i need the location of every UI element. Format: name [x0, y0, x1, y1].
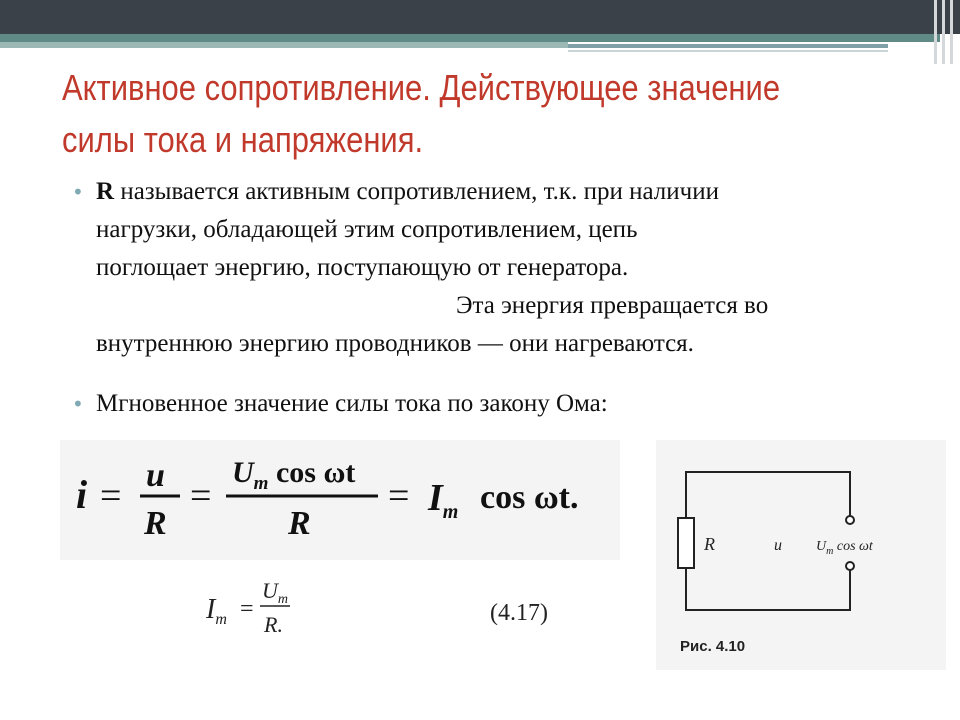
header-stripe-thin — [568, 50, 888, 52]
figure-caption: Рис. 4.10 — [680, 638, 746, 655]
formula-u: u — [146, 457, 165, 494]
formula-Um: $U_m$ — [262, 578, 289, 607]
resistor — [678, 518, 694, 568]
terminal-top — [846, 516, 854, 524]
ohm-law-formula — [60, 440, 620, 560]
formula-R: R — [288, 505, 311, 542]
header-stripe-right — [568, 44, 888, 48]
equation-number: (4.17) — [490, 600, 548, 626]
title-line-1: Активное сопротивление. Действующее значение — [62, 67, 781, 108]
voltage-label: u — [774, 537, 782, 554]
formula-eq: = — [100, 475, 122, 517]
circuit-diagram — [656, 440, 946, 670]
formula-Im: $I_m$ — [428, 477, 459, 523]
bullet-marker: • — [72, 392, 84, 416]
header-stripe-light — [0, 42, 568, 48]
source-label: $U_m$ cos ωt — [816, 539, 873, 557]
formula-eq: = — [240, 596, 254, 622]
top-bar — [0, 0, 960, 34]
bullet-1-line-2: нагрузки, обладающей этим сопротивлением, цепь — [96, 216, 638, 243]
amplitude-formula — [196, 570, 576, 650]
title-line-2: силы тока и напряжения. — [62, 119, 424, 160]
edge-line — [950, 0, 953, 64]
slide-title — [62, 62, 802, 166]
formula-i: i — [76, 472, 88, 517]
bullet-marker: • — [72, 180, 84, 204]
formula-R: R. — [264, 612, 283, 637]
resistor-label: R — [704, 534, 715, 554]
formula-eq: = — [190, 475, 212, 517]
bullet-2-line: Мгновенное значение силы тока по закону Ома: — [96, 390, 608, 417]
bullet-1-line-1: называется активным сопротивлением, т.к. при наличии — [114, 178, 719, 205]
formula-Im-cos: cos ωt. — [480, 479, 579, 516]
terminal-bottom — [846, 562, 854, 570]
header-stripe — [0, 34, 940, 42]
edge-line — [942, 0, 945, 64]
formula-Im: $I_m$ — [206, 594, 227, 628]
formula-R: R — [144, 505, 167, 542]
bullet-1-line-5: внутреннюю энергию проводников — они нагреваются. — [96, 330, 694, 357]
resistance-symbol: R — [96, 178, 115, 205]
bullet-1-line-3: поглощает энергию, поступающую от генератора. — [96, 254, 629, 281]
formula-Umcos: $U_m$ cos ωt — [232, 456, 356, 494]
bullet-1-line-4: Эта энергия превращается во — [456, 292, 769, 319]
edge-line — [934, 0, 937, 64]
formula-eq: = — [388, 475, 410, 517]
